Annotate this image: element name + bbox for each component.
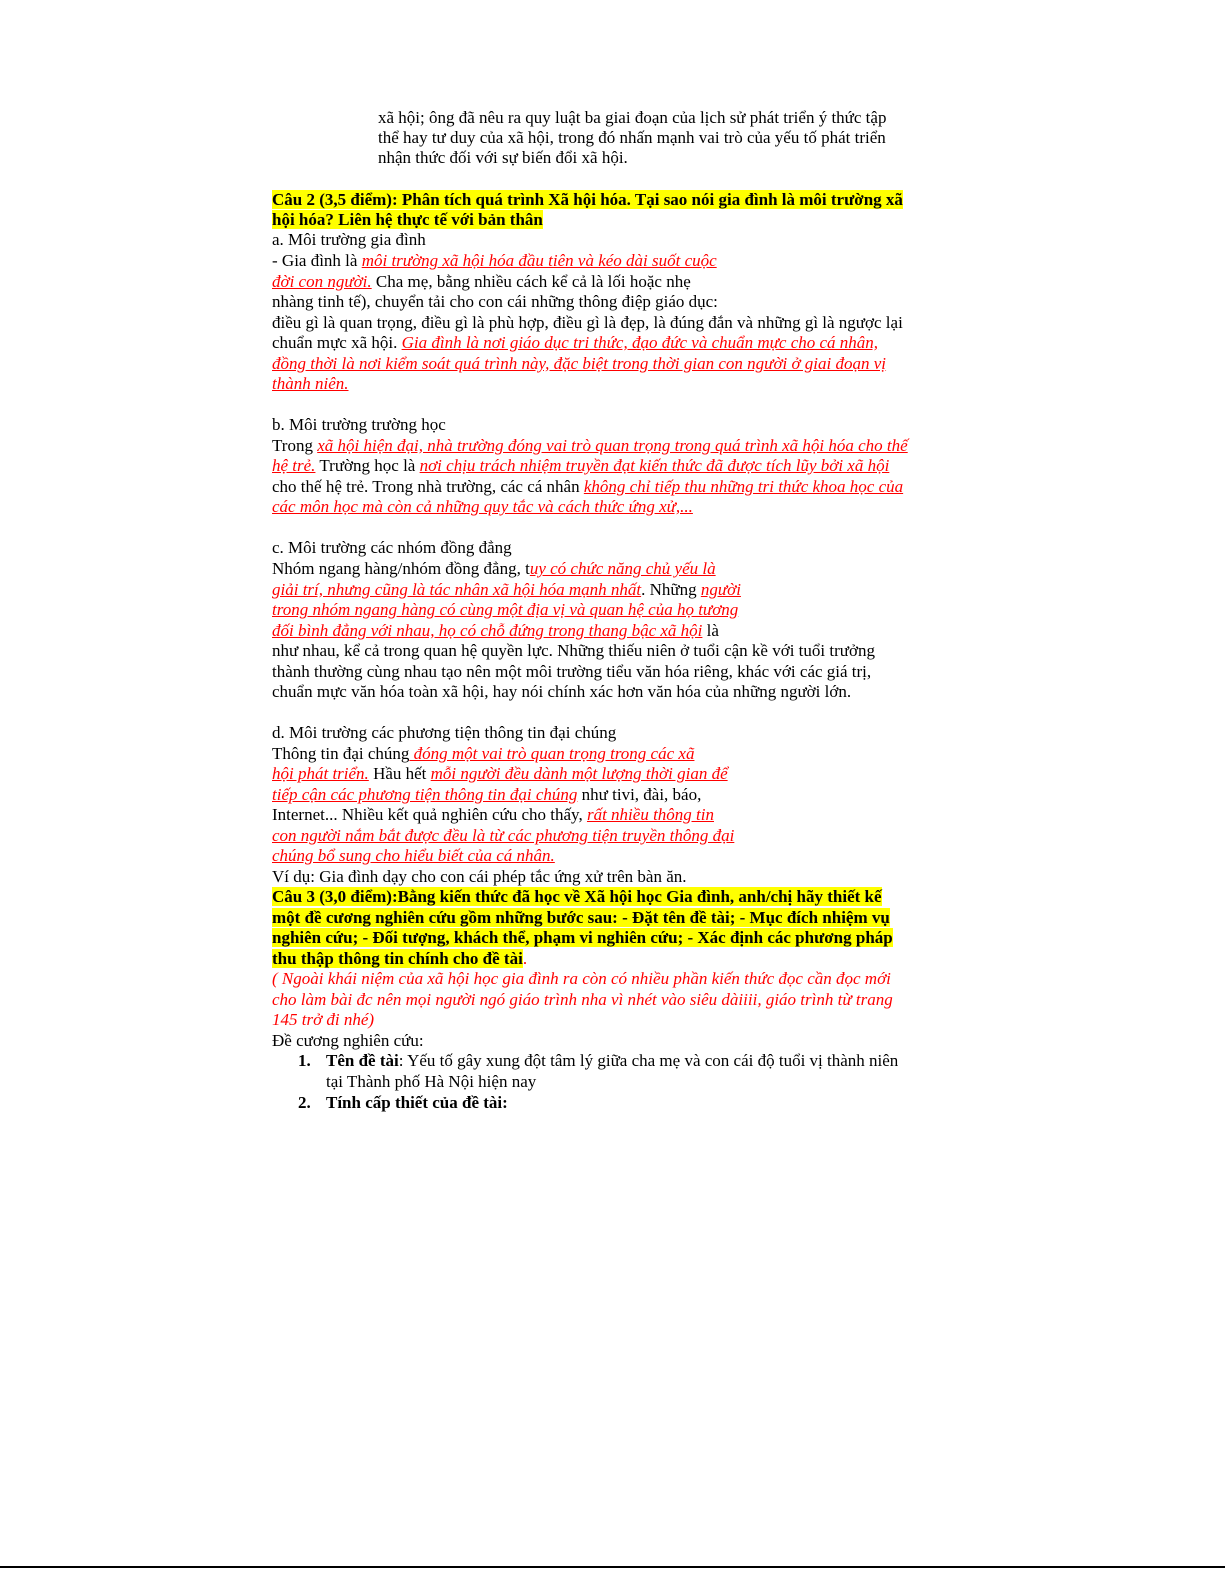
intro-line: xã hội; ông đã nêu ra quy luật ba giai đoạn của lịch sử phát triển ý thức tập (378, 108, 887, 127)
section-c-line: đối bình đẳng với nhau, họ có chỗ đứng trong thang bậc xã hội là (272, 621, 719, 640)
list-item-continuation: tại Thành phố Hà Nội hiện nay (326, 1072, 537, 1091)
section-d-line: chúng bổ sung cho hiểu biết của cá nhân. (272, 846, 555, 865)
section-a-line: điều gì là quan trọng, điều gì là phù hợp, điều gì là đẹp, là đúng đắn và những gì là ngược lại (272, 313, 903, 332)
list-number: 2. (298, 1093, 311, 1112)
question-3-note: ( Ngoài khái niệm của xã hội học gia đình ra còn có nhiều phần kiến thức đọc cần đọc mới (272, 969, 891, 988)
section-c-line: thành thường cùng nhau tạo nên một môi trường tiểu văn hóa riêng, khác với các giá trị, (272, 662, 872, 681)
section-d-example: Ví dụ: Gia đình dạy cho con cái phép tắc ứng xử trên bàn ăn. (272, 867, 687, 886)
section-d-heading: d. Môi trường các phương tiện thông tin đại chúng (272, 723, 617, 742)
section-d-line: Internet... Nhiều kết quả nghiên cứu cho thấy, rất nhiều thông tin (272, 805, 714, 824)
question-3-title: Câu 3 (3,0 điểm):Bằng kiến thức đã học về Xã hội học Gia đình, anh/chị hãy thiết kế (272, 887, 882, 906)
question-3-title: thu thập thông tin chính cho đề tài. (272, 949, 528, 968)
section-b-line: hệ trẻ. Trường học là nơi chịu trách nhiệm truyền đạt kiến thức đã được tích lũy bởi xã hội (272, 456, 890, 475)
section-d-line: hội phát triển. Hầu hết mỗi người đều dành một lượng thời gian để (272, 764, 728, 783)
intro-line: nhận thức đối với sự biến đổi xã hội. (378, 148, 628, 167)
outline-heading: Đề cương nghiên cứu: (272, 1031, 424, 1050)
list-item: Tên đề tài: Yếu tố gây xung đột tâm lý giữa cha mẹ và con cái độ tuổi vị thành niên (326, 1051, 899, 1070)
section-b-line: các môn học mà còn cả những quy tắc và cách thức ứng xử,... (272, 497, 693, 516)
section-b-heading: b. Môi trường trường học (272, 415, 446, 434)
page-bottom-border (0, 1566, 1225, 1568)
section-a-line: đời con người. Cha mẹ, bằng nhiều cách kể cả là lối hoặc nhẹ (272, 272, 691, 291)
section-b-line: cho thế hệ trẻ. Trong nhà trường, các cá nhân không chỉ tiếp thu những tri thức khoa học của (272, 477, 904, 496)
section-a-line: - Gia đình là môi trường xã hội hóa đầu tiên và kéo dài suốt cuộc (272, 251, 717, 270)
intro-line: thể hay tư duy của xã hội, trong đó nhấn mạnh vai trò của yếu tố phát triển (378, 128, 886, 147)
section-d-line: con người nắm bắt được đều là từ các phương tiện truyền thông đại (272, 826, 735, 845)
section-c-line: chuẩn mực văn hóa toàn xã hội, hay nói chính xác hơn văn hóa của những người lớn. (272, 682, 852, 701)
question-3-note: 145 trở đi nhé) (272, 1010, 375, 1029)
question-3-title: một đề cương nghiên cứu gồm những bước sau: - Đặt tên đề tài; - Mục đích nhiệm vụ (272, 908, 890, 927)
section-a-line: chuẩn mực xã hội. Gia đình là nơi giáo dục tri thức, đạo đức và chuẩn mực cho cá nhân, (272, 333, 879, 352)
section-a-line: đồng thời là nơi kiểm soát quá trình này, đặc biệt trong thời gian con người ở giai đoạn vị (272, 354, 887, 373)
section-a-line: nhàng tinh tế), chuyển tải cho con cái những thông điệp giáo dục: (272, 292, 718, 311)
section-d-line: Thông tin đại chúng đóng một vai trò quan trọng trong các xã (272, 744, 695, 763)
question-3-note: cho làm bài đc nên mọi người ngó giáo trình nha vì nhét vào siêu dàiiii, giáo trình từ trang (272, 990, 893, 1009)
section-a-heading: a. Môi trường gia đình (272, 230, 426, 249)
section-c-line: như nhau, kể cả trong quan hệ quyền lực. Những thiếu niên ở tuổi cận kề với tuổi trưởng (272, 641, 875, 660)
question-3-title: nghiên cứu; - Đối tượng, khách thể, phạm vi nghiên cứu; - Xác định các phương pháp (272, 928, 893, 947)
section-c-line: trong nhóm ngang hàng có cùng một địa vị và quan hệ của họ tương (272, 600, 739, 619)
section-c-line: Nhóm ngang hàng/nhóm đồng đẳng, tuy có chức năng chủ yếu là (272, 559, 716, 578)
section-c-line: giải trí, nhưng cũng là tác nhân xã hội hóa mạnh nhất. Những người (272, 580, 741, 599)
section-c-heading: c. Môi trường các nhóm đồng đẳng (272, 538, 512, 557)
section-b-line: Trong xã hội hiện đại, nhà trường đóng vai trò quan trọng trong quá trình xã hội hóa cho thế (272, 436, 908, 455)
list-number: 1. (298, 1051, 311, 1070)
question-2-title: hội hóa? Liên hệ thực tế với bản thân (272, 210, 543, 229)
section-d-line: tiếp cận các phương tiện thông tin đại chúng như tivi, đài, báo, (272, 785, 702, 804)
list-item: Tính cấp thiết của đề tài: (326, 1093, 508, 1112)
section-a-line: thành niên. (272, 374, 349, 393)
question-2-title: Câu 2 (3,5 điểm): Phân tích quá trình Xã hội hóa. Tại sao nói gia đình là môi trường xã (272, 190, 903, 209)
